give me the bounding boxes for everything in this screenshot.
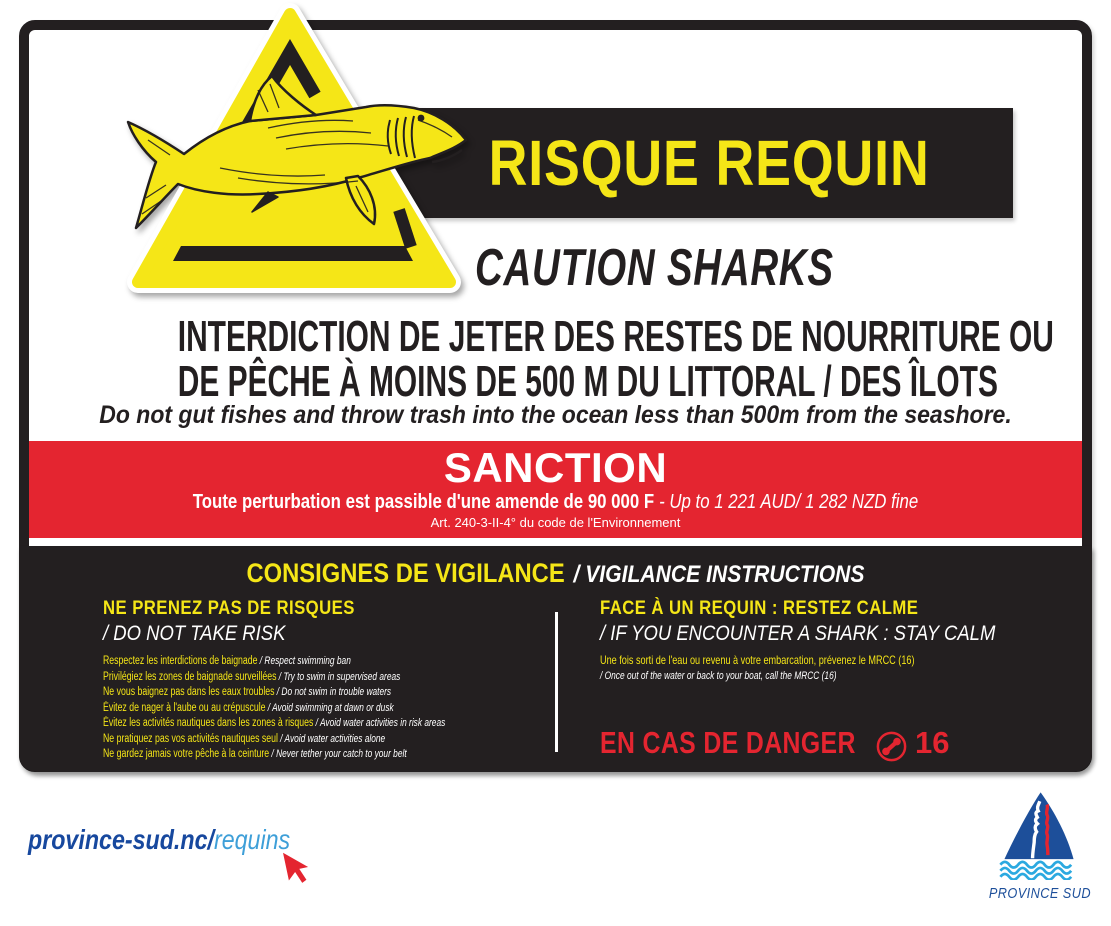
province-sud-logo	[980, 790, 1098, 902]
vigilance-title	[83, 558, 1027, 589]
sanction-fine-conversion: - Up to 1 221 AUD/ 1 282 NZD fine	[659, 490, 919, 513]
shark-encounter-heading-en: / IF YOU ENCOUNTER A SHARK : STAY CALM	[600, 622, 996, 645]
shark-warning-triangle-icon	[118, 0, 478, 300]
url-path: requins	[213, 824, 291, 855]
column-divider	[555, 612, 558, 752]
province-sud-logo-icon	[985, 790, 1093, 880]
shark-encounter-heading-fr: FACE À UN REQUIN : RESTEZ CALME	[600, 598, 919, 619]
mrcc-note-fr: Une fois sorti de l'eau ou revenu à votre embarcation, prévenez le MRCC (16)	[600, 653, 915, 667]
caution-sharks-subtitle: CAUTION SHARKS	[475, 239, 834, 297]
sanction-fine-line	[124, 490, 987, 513]
ban-headline-line1: INTERDICTION DE JETER DES RESTES DE NOURRITURE OU	[177, 312, 1054, 361]
rule-line: Privilégiez les zones de baignade surveillées / Try to swim in supervised areas	[103, 670, 401, 683]
no-risk-heading-fr: NE PRENEZ PAS DE RISQUES	[103, 598, 355, 619]
rule-line: Respectez les interdictions de baignade / Respect swimming ban	[103, 655, 351, 667]
rules-list	[103, 654, 558, 763]
no-risk-heading-en: / DO NOT TAKE RISK	[103, 622, 286, 645]
sanction-band	[29, 441, 1082, 538]
vigilance-title-fr: CONSIGNES DE VIGILANCE	[246, 558, 565, 588]
risque-requin-title: RISQUE REQUIN	[488, 127, 930, 199]
website-url	[28, 824, 290, 856]
danger-call-label: EN CAS DE DANGER	[600, 725, 856, 760]
ban-headline-line2: DE PÊCHE À MOINS DE 500 M DU LITTORAL / DES ÎLOTS	[177, 357, 998, 406]
no-risk-column	[103, 598, 558, 763]
phone-icon	[875, 730, 908, 763]
rule-line: Évitez de nager à l'aube ou au crépuscule / Avoid swimming at dawn or dusk	[103, 701, 394, 714]
mrcc-note-en: / Once out of the water or back to your boat, call the MRCC (16)	[600, 670, 837, 682]
cursor-icon	[280, 848, 314, 891]
sanction-title: SANCTION	[443, 444, 668, 491]
url-domain: province-sud.nc/	[28, 824, 214, 855]
rule-line: Ne pratiquez pas vos activités nautiques seul / Avoid water activities alone	[103, 732, 386, 745]
danger-call-number: 16	[915, 725, 950, 760]
province-sud-logo-text: PROVINCE SUD	[988, 885, 1092, 902]
sanction-article: Art. 240-3-II-4° du code de l'Environnement	[430, 515, 681, 530]
ban-headline-en: Do not gut fishes and throw trash into the ocean less than 500m from the seashore.	[99, 401, 1012, 429]
sanction-fine-amount: Toute perturbation est passible d'une amende de 90 000 F	[192, 490, 655, 513]
shark-encounter-column	[600, 598, 1085, 682]
rule-line: Ne gardez jamais votre pêche à la ceinture / Never tether your catch to your belt	[103, 748, 407, 760]
vigilance-title-en: / VIGILANCE INSTRUCTIONS	[573, 561, 865, 588]
vigilance-panel	[19, 546, 1092, 772]
rule-line: Évitez les activités nautiques dans les zones à risques / Avoid water activities in risk areas	[103, 717, 446, 729]
rule-line: Ne vous baignez pas dans les eaux troubles / Do not swim in trouble waters	[103, 686, 392, 698]
